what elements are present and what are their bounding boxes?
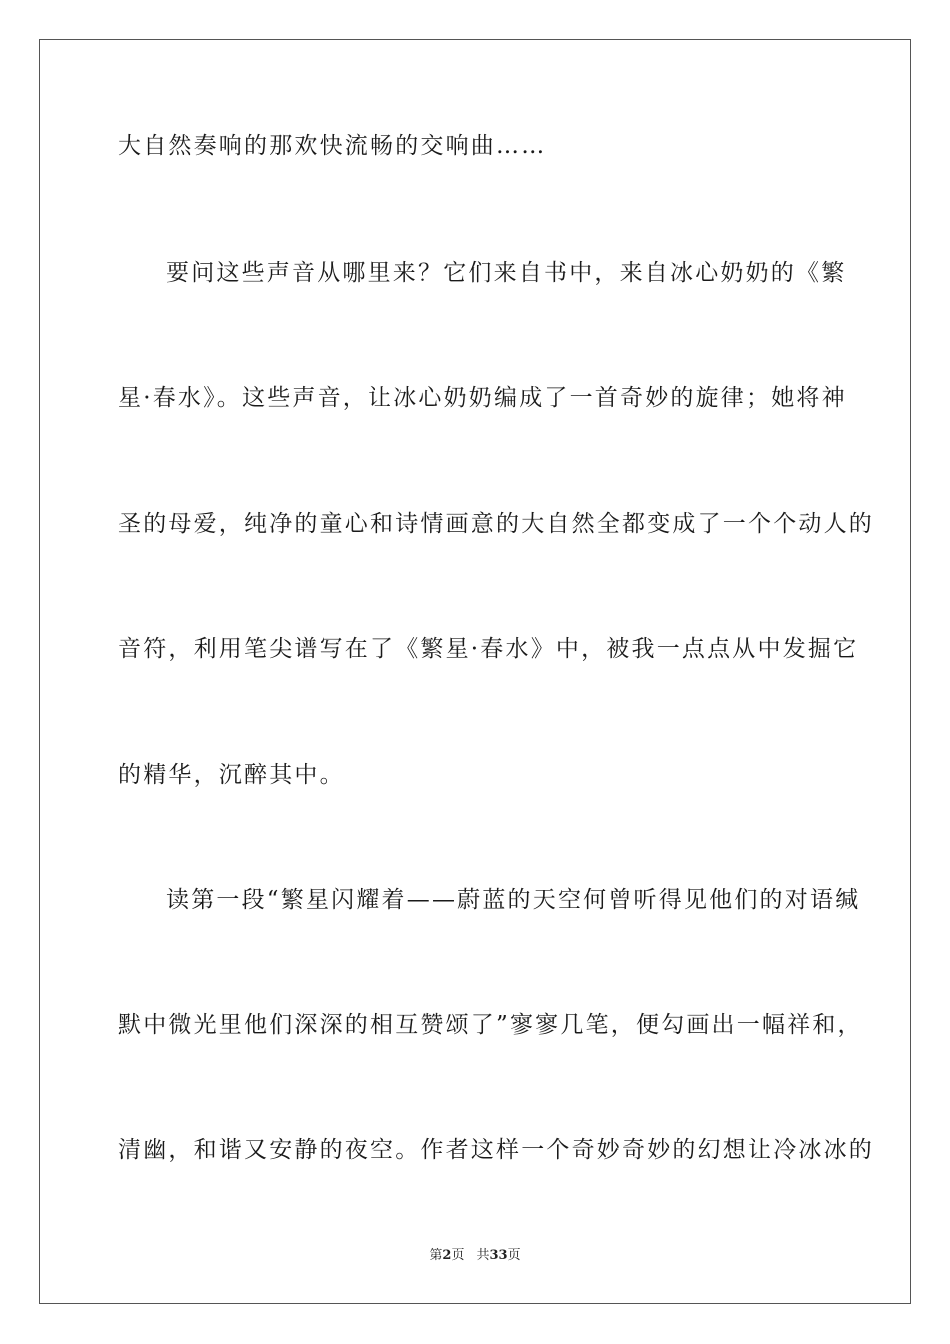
total-prefix: 共 — [476, 1248, 490, 1263]
page-border — [39, 39, 911, 1304]
total-pages: 33 — [489, 1248, 508, 1263]
text-line-6: 的精华，沉醉其中。 — [118, 762, 345, 788]
text-line-3: 星·春水》。这些声音，让冰心奶奶编成了一首奇妙的旋律；她将神 — [118, 385, 847, 411]
text-line-1: 大自然奏响的那欢快流畅的交响曲…… — [118, 133, 547, 159]
text-line-5: 音符，利用笔尖谱写在了《繁星·春水》中，被我一点点从中发掘它 — [118, 636, 859, 662]
page-footer — [0, 1247, 950, 1265]
text-line-9: 清幽，和谐又安静的夜空。作者这样一个奇妙奇妙的幻想让冷冰冰的 — [118, 1137, 874, 1163]
page-prefix: 第 — [429, 1248, 443, 1263]
text-line-8: 默中微光里他们深深的相互赞颂了”寥寥几笔，便勾画出一幅祥和， — [118, 1012, 863, 1038]
page-suffix: 页 — [451, 1248, 465, 1263]
text-line-7: 读第一段“繁星闪耀着——蔚蓝的天空何曾听得见他们的对语缄 — [166, 887, 861, 913]
total-suffix: 页 — [507, 1248, 521, 1263]
text-line-4: 圣的母爱，纯净的童心和诗情画意的大自然全都变成了一个个动人的 — [118, 511, 874, 537]
text-line-2: 要问这些声音从哪里来？它们来自书中，来自冰心奶奶的《繁 — [166, 260, 847, 286]
page-number: 2 — [442, 1248, 452, 1263]
